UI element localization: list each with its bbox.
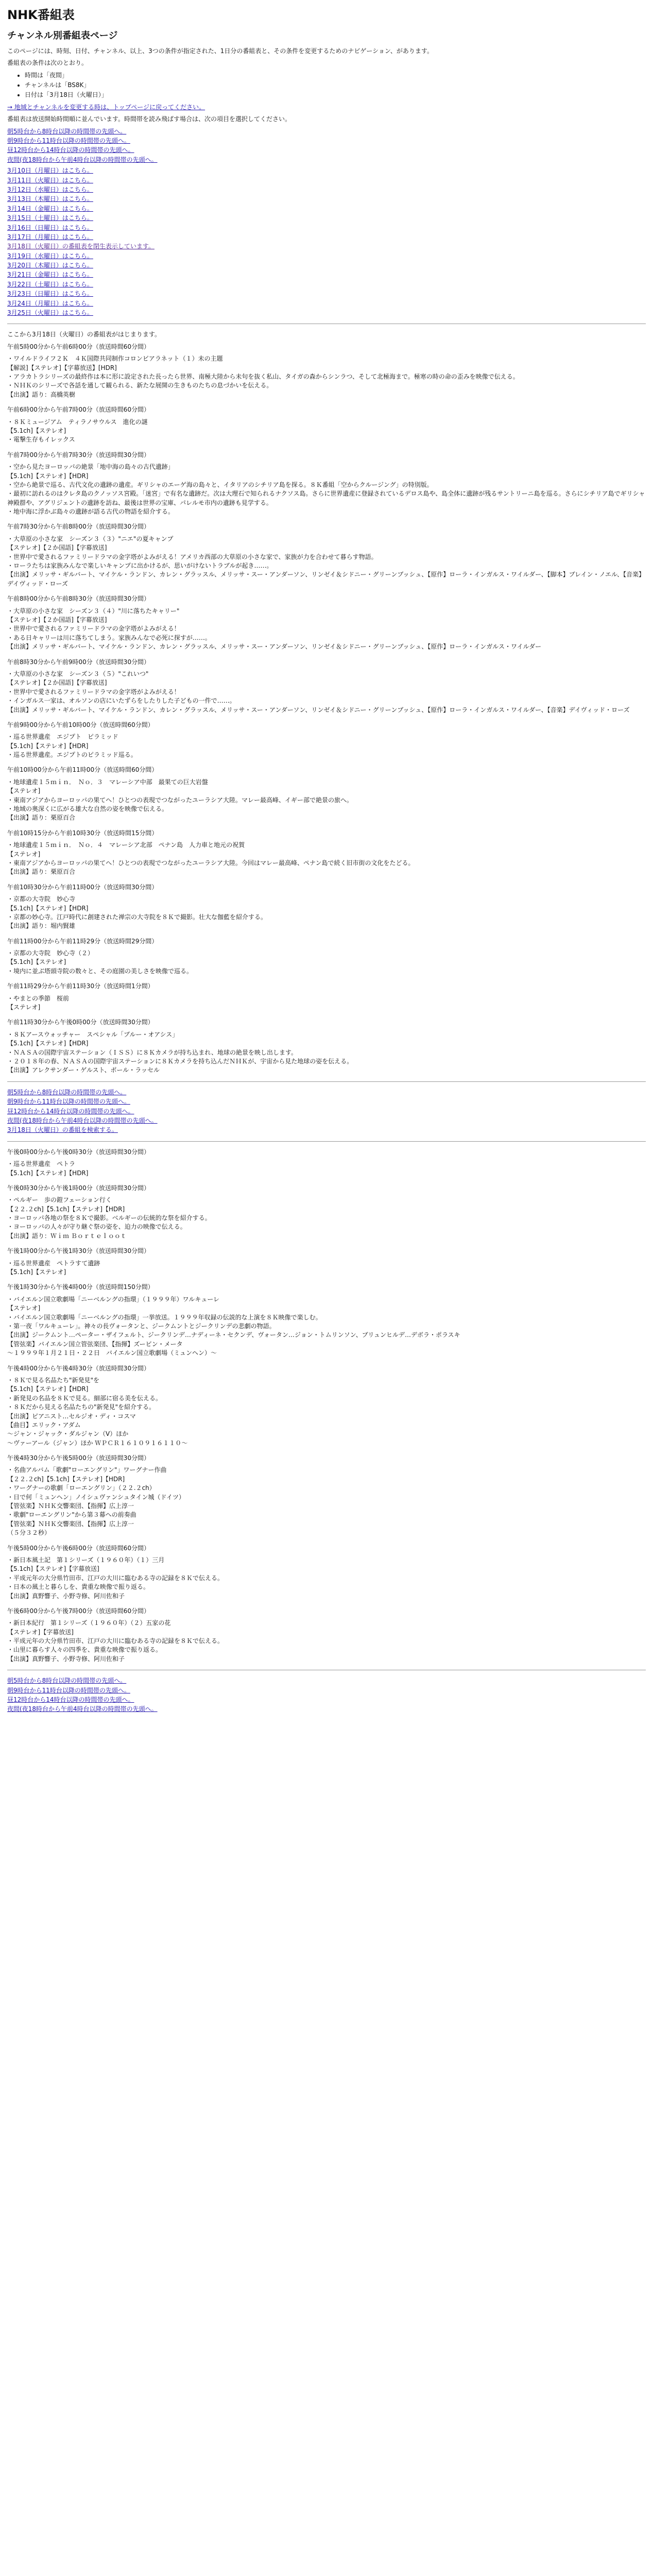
program-detail: ・地域の奥深くに広がる雄大な自然の姿を映像で伝える。 — [7, 805, 168, 813]
program-detail: 【出演】語り：Ｗｉｍ Ｂｏｒｔｅｌｏｏｔ — [7, 1232, 127, 1240]
date-link[interactable]: 3月21日（金曜日）はこちら。 — [7, 271, 93, 279]
time-jump-forenoon-link[interactable]: 朝9時台から11時台以降の時間帯の先頭へ。 — [7, 1098, 130, 1106]
program-detail: 【5.1ch]【ステレオ]【字幕放送] — [7, 1565, 99, 1573]
program-entry — [7, 766, 646, 822]
date-link[interactable]: 3月12日（水曜日）はこちら。 — [7, 185, 93, 193]
program-detail: ・世界中で愛されるファミリードラマの金字塔がよみがえる！ — [7, 688, 180, 696]
program-entry — [7, 522, 646, 588]
list-item — [7, 252, 646, 261]
time-jump-noon-link[interactable]: 昼12時台から14時台以降の時間帯の先頭へ。 — [7, 1107, 134, 1115]
program-entry — [7, 1454, 646, 1538]
program-detail: 【5.1ch]【ステレオ] — [7, 427, 66, 434]
program-detail: ～ジャン・ジャック・ダルジャン（V）ほか — [7, 1430, 129, 1438]
mid-jump-list — [7, 1088, 646, 1135]
program-list-afternoon — [7, 1148, 646, 1664]
program-time: 午後1時30分から午後4時00分（放送時間150分間） — [7, 1283, 154, 1291]
date-link[interactable]: 3月13日（木曜日）はこちら。 — [7, 195, 93, 203]
back-to-top-link[interactable]: → 地域とチャンネルを変更する時は、トップページに戻ってください。 — [7, 103, 205, 111]
list-item — [7, 280, 646, 289]
date-link[interactable]: 3月25日（火曜日）はこちら。 — [7, 309, 93, 317]
program-detail: 【出演】メリッサ・ギルバート、マイケル・ランドン、カレン・グラッスル、メリッサ・スー・アンダーソン、リンゼイ＆シドニー・グリーンブッシュ、【原作】ローラ・インガルス・ワイルダー、【脚本】ブレイン・ノエル、【音楽】デイヴィッド・ローズ — [7, 571, 645, 587]
list-item — [7, 176, 646, 185]
program-title: ・新日本紀行 第１シリーズ（１９６０年）（２）五家の花 — [7, 1619, 171, 1627]
program-time: 午後4時30分から午後5時00分（放送時間30分間） — [7, 1454, 150, 1462]
program-detail: ・アラカトラシリーズの最終作は本に形に設定された長ったら世界、南極大陸から未句を抜く私山、タイガの森からシンラつ、そして北極海まで。極寒の時の命の歪みを映像で伝える。 — [7, 373, 519, 380]
program-title: ・大草原の小さな家 シーズン３（４）"川に落ちたキャリー" — [7, 607, 180, 615]
program-detail: 【5.1ch]【ステレオ]【HDR] — [7, 1169, 89, 1177]
program-title: ・ペルギー 歩の鎧フェーション行く — [7, 1196, 112, 1204]
program-detail: ・日本の風土と暮らしを、貴重な映像で振り返る。 — [7, 1583, 150, 1591]
program-entry — [7, 405, 646, 445]
program-title: ・やまとの季節 桜前 — [7, 994, 70, 1002]
program-entry — [7, 1364, 646, 1448]
time-jump-forenoon-link[interactable]: 朝9時台から11時台以降の時間帯の先頭へ。 — [7, 137, 130, 145]
program-time: 午前10時00分から午前11時00分（放送時間60分間） — [7, 766, 158, 774]
program-detail: （５分３２秒） — [7, 1529, 51, 1537]
program-title: ・巡る世界遺産 エジプト ピラミッド — [7, 733, 118, 741]
list-item — [7, 290, 646, 298]
list-item — [7, 1676, 646, 1685]
list-item — [7, 242, 646, 251]
date-link[interactable]: 3月14日（金曜日）はこちら。 — [7, 205, 93, 212]
program-detail: 【出演】語り：栗原百合 — [7, 868, 76, 876]
program-time: 午前5時00分から午前6時00分（放送時間60分間） — [7, 343, 150, 350]
program-detail: 【出演】ピアニスト…セルジオ・ディ・コスマ — [7, 1412, 136, 1420]
date-link[interactable]: 3月17日（月曜日）はこちら。 — [7, 233, 93, 241]
list-item — [7, 261, 646, 270]
program-detail: ・京都の妙心寺。江戸時代に創建された禅宗の大寺院を８Ｋで撮影。壮大な伽藍を紹介する。 — [7, 913, 267, 921]
program-detail: ・東南アジアからヨーロッパの果てへ！ひとつの表現でつながったユーラシア大陸。今回はマレー最高峰、ペナン島で続く旧市街の文化をたどる。 — [7, 859, 415, 867]
list-item — [7, 1088, 646, 1097]
program-detail: ・山里に暮らす人々の四季を、貴重な映像で振り返る。 — [7, 1646, 162, 1654]
list-item — [7, 1116, 646, 1125]
list-item — [7, 195, 646, 204]
page-subtitle: チャンネル別番組表ページ — [7, 30, 118, 41]
program-title: ・８Ｋアースウォッチャー スペシャル「ブルー・オアシス」 — [7, 1030, 179, 1038]
program-detail: ・電撃生存もイレックス — [7, 436, 75, 444]
program-time: 午前10時15分から午前10時30分（放送時間15分間） — [7, 829, 158, 837]
listing-start-note: ここから3月18日（火曜日）の番組表がはじまります。 — [7, 331, 161, 338]
program-time: 午前11時00分から午前11時29分（放送時間29分間） — [7, 937, 158, 945]
program-time: 午後0時30分から午後1時00分（放送時間30分間） — [7, 1184, 150, 1192]
program-detail: ・地中海に浮かぶ島々の遺跡が語る古代の物語を紹介する。 — [7, 508, 175, 516]
divider — [7, 1141, 646, 1142]
list-item — [7, 1097, 646, 1106]
program-detail: 【5.1ch]【ステレオ]【HDR] — [7, 472, 89, 480]
program-detail: 【ステレオ]【字幕放送] — [7, 1628, 74, 1636]
program-time: 午後1時00分から午後1時30分（放送時間30分間） — [7, 1247, 150, 1255]
list-item — [7, 1696, 646, 1704]
program-time: 午後5時00分から午後6時00分（放送時間60分間） — [7, 1544, 150, 1552]
program-detail: 【出演】語り：栗原百合 — [7, 814, 76, 822]
program-entry — [7, 1184, 646, 1241]
list-item — [7, 1126, 646, 1134]
date-link[interactable]: 3月20日（木曜日）はこちら。 — [7, 262, 93, 269]
program-detail: ・日で何「ミュンヘン」ノイシュヴァンシュタイン城（ドイツ） — [7, 1493, 185, 1501]
program-detail: 【ステレオ] — [7, 850, 41, 858]
program-detail: ・境内に並ぶ塔頭寺院の数々と、その庭園の美しさを映像で巡る。 — [7, 967, 193, 975]
change-condition-paragraph — [7, 103, 646, 112]
list-item — [7, 1705, 646, 1714]
program-detail: 【管弦楽】ＮＨＫ交響楽団、【指揮】広上淳一 — [7, 1520, 134, 1528]
program-detail: 【出演】メリッサ・ギルバート、マイケル・ランドン、カレン・グラッスル、メリッサ・スー・アンダーソン、リンゼイ＆シドニー・グリーンブッシュ、【原作】ローラ・インガルス・ワイルダー — [7, 643, 542, 651]
program-entry — [7, 595, 646, 651]
program-detail: 【２２.２ch]【5.1ch]【ステレオ]【HDR] — [7, 1205, 125, 1213]
program-detail: 【２２.２ch]【5.1ch]【ステレオ]【HDR] — [7, 1475, 125, 1483]
program-entry — [7, 343, 646, 399]
program-time: 午後6時00分から午後7時00分（放送時間60分間） — [7, 1607, 150, 1615]
condition-time: • 時間は「夜間」 — [25, 71, 646, 80]
program-title: ・大草原の小さな家 シーズン３（３）"ニエ"の夏キャンプ — [7, 535, 174, 543]
program-detail: 【5.1ch]【ステレオ] — [7, 958, 66, 966]
program-detail: ・ローラたちは家族みんなで楽しいキャンプに出かけるが、思いがけないトラブルが起き……。 — [7, 562, 273, 570]
list-item — [7, 205, 646, 213]
program-detail: 【出演】語り：堀内賢雄 — [7, 922, 76, 930]
list-item — [7, 233, 646, 242]
program-detail: 【5.1ch]【ステレオ]【HDR] — [7, 1385, 89, 1393]
program-time: 午後0時00分から午後0時30分（放送時間30分間） — [7, 1148, 150, 1156]
program-time: 午前9時00分から午前10時00分（放送時間60分間） — [7, 721, 154, 728]
list-item — [7, 214, 646, 223]
program-entry — [7, 982, 646, 1012]
program-detail: 【管弦楽】バイエルン国立管弦楽団、【指揮】ズービン・メータ — [7, 1340, 183, 1348]
date-link[interactable]: 3月11日（火曜日）はこちら。 — [7, 176, 93, 184]
program-entry — [7, 883, 646, 931]
program-detail: 【出演】アレクサンダー・ゲルスト、ポール・ラッセル — [7, 1066, 160, 1074]
program-title: ・空から見たヨーロッパの絶景「地中海の島々の古代遺跡」 — [7, 463, 174, 471]
program-detail: 【ステレオ]【２か国語]【字幕放送] — [7, 544, 107, 552]
program-entry — [7, 1018, 646, 1075]
time-jump-morning-link[interactable]: 朝5時台から8時台以降の時間帯の先頭へ。 — [7, 1088, 127, 1096]
list-item — [7, 156, 646, 164]
program-title: ・ワイルドライフ２Ｋ ４Ｋ国際共同制作コロンビアラネット（１）未の主題 — [7, 355, 223, 363]
program-title: ・バイエルン国立歌劇場「ニーベルングの指環」（１９９９年）ワルキューレ — [7, 1295, 220, 1303]
program-entry — [7, 1148, 646, 1178]
program-detail: ～１９９９年１月２１日・２２日 バイエルン国立歌劇場（ミュンヘン）～ — [7, 1349, 217, 1357]
time-jump-forenoon-link[interactable]: 朝9時台から11時台以降の時間帯の先頭へ。 — [7, 1686, 130, 1694]
program-detail: ・ヨーロッパの人々が守り継ぐ祭の姿を、迫力の映像で伝える。 — [7, 1223, 186, 1231]
program-detail: ・ヨーロッパ各地の祭を８Ｋで撮影。ベルギーの伝統的な祭を紹介する。 — [7, 1214, 211, 1222]
conditions-list — [7, 71, 646, 100]
program-detail: ・新発見の名品を８Ｋで見る。細部に宿る美を伝える。 — [7, 1394, 162, 1402]
program-title: ・京都の大寺院 妙心寺（２） — [7, 950, 94, 957]
list-item — [7, 137, 646, 145]
date-link[interactable]: 3月15日（土曜日）はこちら。 — [7, 214, 93, 222]
program-detail: ・第一夜「ワルキューレ」。神々の長ヴォータンと、ジークムントとジークリンデの悲劇の物語。 — [7, 1322, 276, 1330]
program-detail: 【曲目】エリック・アダム — [7, 1421, 81, 1429]
date-link[interactable]: 3月23日（日曜日）はこちら。 — [7, 290, 93, 298]
program-detail: ～ヴァーアール（ジャン）ほか ＷＰＣＲ１６１０９１６１１０～ — [7, 1439, 188, 1447]
program-detail: 【ステレオ]【２か国語]【字幕放送] — [7, 679, 107, 687]
program-detail: 【出演】真野響子、小野寺修、阿川佐和子 — [7, 1592, 125, 1600]
program-detail: ・平成元年の大分県竹田市、江戸の大川に臨むある寺の記録を８Ｋで伝える。 — [7, 1574, 224, 1582]
program-time: 午後4時00分から午後4時30分（放送時間30分間） — [7, 1364, 150, 1372]
program-detail: ・歌劇"ローエングリン"から第３幕への前奏曲 — [7, 1511, 136, 1519]
program-detail: 【ステレオ]【２か国語]【字幕放送] — [7, 616, 107, 623]
program-entry — [7, 937, 646, 976]
date-link[interactable]: 3月19日（水曜日）はこちら。 — [7, 252, 93, 260]
program-time: 午前8時00分から午前8時30分（放送時間30分間） — [7, 595, 150, 603]
program-entry — [7, 451, 646, 517]
program-detail: ・巡る世界遺産。エジプトのピラミッド巡る。 — [7, 751, 137, 759]
time-note: 番組表は放送開始時間順に並んでいます。時間帯を読み飛ばす場合は、次の項目を選択してください。 — [7, 115, 291, 123]
time-jump-morning-link[interactable]: 朝5時台から8時台以降の時間帯の先頭へ。 — [7, 127, 127, 135]
program-detail: ・世界中で愛されるファミリードラマの金字塔がよみがえる！ — [7, 625, 180, 633]
program-entry — [7, 721, 646, 760]
program-detail: ・東南アジアからヨーロッパの果てへ！ひとつの表現でつながったユーラシア大陸。マレー最高峰、イギー部で絶景の旅へ。 — [7, 796, 353, 804]
list-item — [7, 309, 646, 317]
program-time: 午前8時30分から午前9時00分（放送時間30分間） — [7, 658, 150, 666]
date-list — [7, 166, 646, 317]
program-entry — [7, 1283, 646, 1358]
program-detail: ・ＮＨＫのシリーズで各話を通して観られる、新たな展開の生きものたちの息づかいを伝える。 — [7, 382, 273, 389]
program-detail: 【5.1ch]【ステレオ]【HDR] — [7, 742, 89, 750]
time-jump-night-link[interactable]: 夜間(夜18時台から午前4時台以降の時間帯の先頭へ。 — [7, 1705, 158, 1713]
program-detail: ・平成元年の大分県竹田市、江戸の大川に臨むある寺の記録を８Ｋで伝える。 — [7, 1637, 224, 1645]
time-jump-night-link[interactable]: 夜間(夜18時台から午前4時台以降の時間帯の先頭へ。 — [7, 1116, 158, 1124]
search-date-link[interactable]: 3月18日（火曜日）の番組を検索する。 — [7, 1126, 118, 1134]
program-detail: ・バイエルン国立歌劇場「ニーベルングの指環」一挙放送。１９９９年収録の伝説的な上演を８Ｋ映像で楽しむ。 — [7, 1313, 322, 1321]
program-detail: ・最初に訪れるのはクレタ島のクノッソス宮殿。「迷宮」で有名な遺跡だ。次は大理石で知られるナクソス島。さらに世界遺産に登録されているデロス島や、島全体に遺跡が残るサントリーニ島を巡る。さらにシチリア島でギリシャ神殿群や、アグリジェントの遺跡を訪ね、最後は世界の宝庫、パレルモ市内の遺跡も見学する。 — [7, 490, 645, 506]
page-intro: このページには、時刻、日付、チャンネル、以上、3つの条件が指定された、1日分の番組表と、その条件を変更するためのナビゲーション、があります。 — [7, 47, 433, 55]
program-detail: 【出演】メリッサ・ギルバート、マイケル・ランドン、カレン・グラッスル、メリッサ・スー・アンダーソン、リンゼイ＆シドニー・グリーンブッシュ、【原作】ローラ・インガルス・ワイルダー、【音楽】デイヴィッド・ローズ — [7, 706, 630, 714]
program-time: 午前7時00分から午前7時30分（放送時間30分間） — [7, 451, 150, 459]
program-time: 午前11時30分から午後0時00分（放送時間30分間） — [7, 1019, 154, 1026]
program-title: ・地球遺産１５ｍｉｎ． Ｎｏ．４ マレーシア北部 ペナン島 人力車と地元の祝賀 — [7, 841, 245, 849]
program-time: 午前10時30分から午前11時00分（放送時間30分間） — [7, 883, 158, 891]
program-detail: ・空から絶景で巡る、古代文化の遺跡の遺産。ギリシャのエーゲ海の島々と、イタリアのシチリア島を探る。８Ｋ番組「空からクルージング」の特別版。 — [7, 481, 433, 488]
program-detail: 【出演】語り：高橋英樹 — [7, 391, 76, 398]
program-detail: 【ステレオ] — [7, 1304, 41, 1312]
program-detail: ・世界中で愛されるファミリードラマの金字塔がよみがえる！アメリカ西部の大草原の小さな家で、家族が力を合わせて暮らす物語。 — [7, 553, 377, 561]
program-detail: 【5.1ch]【ステレオ]【HDR] — [7, 1040, 89, 1047]
program-title: ・地球遺産１５ｍｉｎ． Ｎｏ．３ マレーシア中部 最果ての巨大岩盤 — [7, 778, 208, 786]
program-list-morning — [7, 343, 646, 1075]
condition-date: • 日付は「3月18日（火曜日）」 — [25, 91, 646, 99]
list-item — [7, 185, 646, 194]
date-link[interactable]: 3月10日（月曜日）はこちら。 — [7, 167, 93, 175]
time-jump-list — [7, 127, 646, 165]
list-item — [7, 1107, 646, 1116]
program-detail: 【ステレオ] — [7, 1004, 41, 1011]
program-detail: ・ワーグナーの歌劇「ローエングリン」（２２.２ch） — [7, 1484, 156, 1492]
program-title: ・大草原の小さな家 シーズン３（５）"これいつ" — [7, 670, 149, 677]
program-detail: 【ステレオ] — [7, 787, 41, 795]
program-detail: ・２０１８年の春、ＮＡＳＡの国際宇宙ステーションに８Ｋカメラを持ち込んだＮＨＫが、宇宙から見た地球の姿を伝える。 — [7, 1058, 353, 1065]
program-title: ・巡る世界遺産 ペトラ — [7, 1160, 76, 1168]
list-item — [7, 299, 646, 308]
list-item — [7, 224, 646, 232]
program-detail: ・インガルス一家は、オルソンの店にいたずらをしたりした子どもの一件で……。 — [7, 697, 236, 705]
date-link-current[interactable]: 3月18日（火曜日）の番組表を閉生表示しています。 — [7, 243, 154, 250]
date-link[interactable]: 3月24日（月曜日）はこちら。 — [7, 299, 93, 307]
program-entry — [7, 1247, 646, 1277]
time-jump-noon-link[interactable]: 昼12時台から14時台以降の時間帯の先頭へ。 — [7, 1696, 134, 1704]
date-link[interactable]: 3月22日（土曜日）はこちら。 — [7, 280, 93, 288]
program-title: ・京都の大寺院 妙心寺 — [7, 895, 76, 903]
program-detail: 【管弦楽】ＮＨＫ交響楽団、【指揮】広上淳一 — [7, 1502, 134, 1510]
date-link[interactable]: 3月16日（日曜日）はこちら。 — [7, 224, 93, 231]
program-title: ・８Ｋで見る名品たち"新発見"を — [7, 1376, 100, 1384]
condition-channel: • チャンネルは「BS8K」 — [25, 81, 646, 90]
program-entry — [7, 658, 646, 715]
list-item — [7, 146, 646, 155]
program-time: 午前6時00分から午前7時00分（放送時間60分間） — [7, 406, 150, 414]
divider — [7, 1081, 646, 1082]
program-time: 午前7時30分から午前8時00分（放送時間30分間） — [7, 523, 150, 531]
program-title: ・名曲アルバム「歌劇"ローエングリン"」ワーグナー作曲 — [7, 1466, 167, 1474]
program-detail: ・ある日キャリーは川に落ちてしまう。家族みんなで必死に探すが……。 — [7, 634, 211, 641]
bottom-jump-list — [7, 1676, 646, 1714]
program-detail: 【出演】真野響子、小野寺修、阿川佐和子 — [7, 1655, 125, 1663]
program-entry — [7, 1607, 646, 1664]
program-title: ・８Ｋミュージアム ティラノサウルス 進化の謎 — [7, 418, 148, 426]
program-entry — [7, 1544, 646, 1601]
page-title: NHK番組表 — [7, 8, 75, 22]
list-item — [7, 270, 646, 279]
program-detail: 【5.1ch]【ステレオ]【HDR] — [7, 904, 89, 912]
program-detail: 【出演】ジークムント…ペーター・ザイフェルト、ジークリンデ…ナディーネ・セクンデ、ヴォータン…ジョン・トムリンソン、ブリュンヒルデ…デボラ・ポラスキ — [7, 1331, 460, 1339]
time-jump-morning-link[interactable]: 朝5時台から8時台以降の時間帯の先頭へ。 — [7, 1677, 127, 1685]
program-title: ・新日本風土記 第１シリーズ（１９６０年）（１）三月 — [7, 1556, 165, 1564]
program-detail: ・８Ｋだから見える名品たちの"新発見"を紹介する。 — [7, 1403, 156, 1411]
program-detail: ・ＮＡＳＡの国際宇宙ステーション（ＩＳＳ）に８Ｋカメラが持ち込まれ、地球の絶景を映し出します。 — [7, 1048, 298, 1056]
program-title: ・巡る世界遺産 ペトラすて遺跡 — [7, 1259, 100, 1267]
conditions-intro: 番組表の条件は次のとおり。 — [7, 59, 88, 67]
time-jump-noon-link[interactable]: 昼12時台から14時台以降の時間帯の先頭へ。 — [7, 146, 134, 154]
program-detail: 【解説]【ステレオ]【字幕放送】[HDR] — [7, 364, 117, 371]
list-item — [7, 127, 646, 136]
program-time: 午前11時29分から午前11時30分（放送時間1分間） — [7, 982, 154, 990]
time-jump-night-link[interactable]: 夜間(夜18時台から午前4時台以降の時間帯の先頭へ。 — [7, 156, 158, 163]
list-item — [7, 166, 646, 175]
program-entry — [7, 829, 646, 877]
list-item — [7, 1686, 646, 1695]
program-detail: 【5.1ch]【ステレオ] — [7, 1268, 66, 1276]
